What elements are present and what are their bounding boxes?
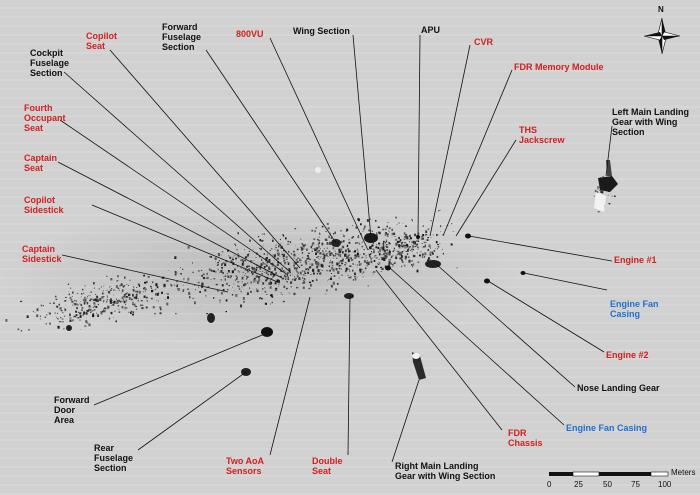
scale-segment-2 — [573, 472, 599, 476]
label-engine-fan-casing-1: Engine Fan Casing — [610, 299, 659, 319]
scale-tick-75: 75 — [631, 480, 640, 489]
label-forward-door: Forward Door Area — [54, 395, 90, 425]
label-cockpit-fuselage: Cockpit Fuselage Section — [30, 48, 70, 78]
scale-tick-100: 100 — [658, 480, 672, 489]
label-fourth-occupant-seat: Fourth Occupant Seat — [24, 103, 66, 133]
label-ths-jackscrew: THS Jackscrew — [519, 125, 565, 145]
label-wing-section: Wing Section — [293, 26, 350, 36]
label-rear-fuselage: Rear Fuselage Section — [94, 443, 134, 473]
label-apu: APU — [421, 25, 441, 35]
scale-tick-50: 50 — [603, 480, 612, 489]
scale-tick-25: 25 — [574, 480, 583, 489]
label-nose-landing-gear: Nose Landing Gear — [577, 383, 660, 393]
scale-segment-1 — [549, 472, 573, 476]
label-engine-1: Engine #1 — [614, 255, 657, 265]
label-copilot-sidestick: Copilot Sidestick — [24, 195, 64, 215]
scale-segment-3 — [599, 472, 651, 476]
label-800vu: 800VU — [236, 29, 264, 39]
compass-north-label: N — [658, 5, 664, 14]
label-left-main-gear: Left Main Landing Gear with Wing Section — [612, 107, 689, 137]
label-fdr-chassis: FDR Chassis — [508, 428, 543, 448]
scale-tick-0: 0 — [547, 480, 552, 489]
label-right-main-gear: Right Main Landing Gear with Wing Section — [395, 461, 496, 481]
scale-unit: Meters — [671, 468, 696, 477]
label-double-seat: Double Seat — [312, 456, 343, 476]
label-engine-2: Engine #2 — [606, 350, 649, 360]
label-cvr: CVR — [474, 37, 494, 47]
label-engine-fan-casing-2: Engine Fan Casing — [566, 423, 648, 433]
label-captain-seat: Captain Seat — [24, 153, 58, 173]
label-captain-sidestick: Captain Sidestick — [22, 244, 62, 264]
label-forward-fuselage: Forward Fuselage Section — [162, 22, 202, 52]
label-fdr-memory-module: FDR Memory Module — [514, 62, 604, 72]
scale-segment-4 — [651, 472, 668, 476]
label-two-aoa-sensors: Two AoA Sensors — [226, 456, 264, 476]
label-copilot-seat: Copilot Seat — [86, 31, 117, 51]
